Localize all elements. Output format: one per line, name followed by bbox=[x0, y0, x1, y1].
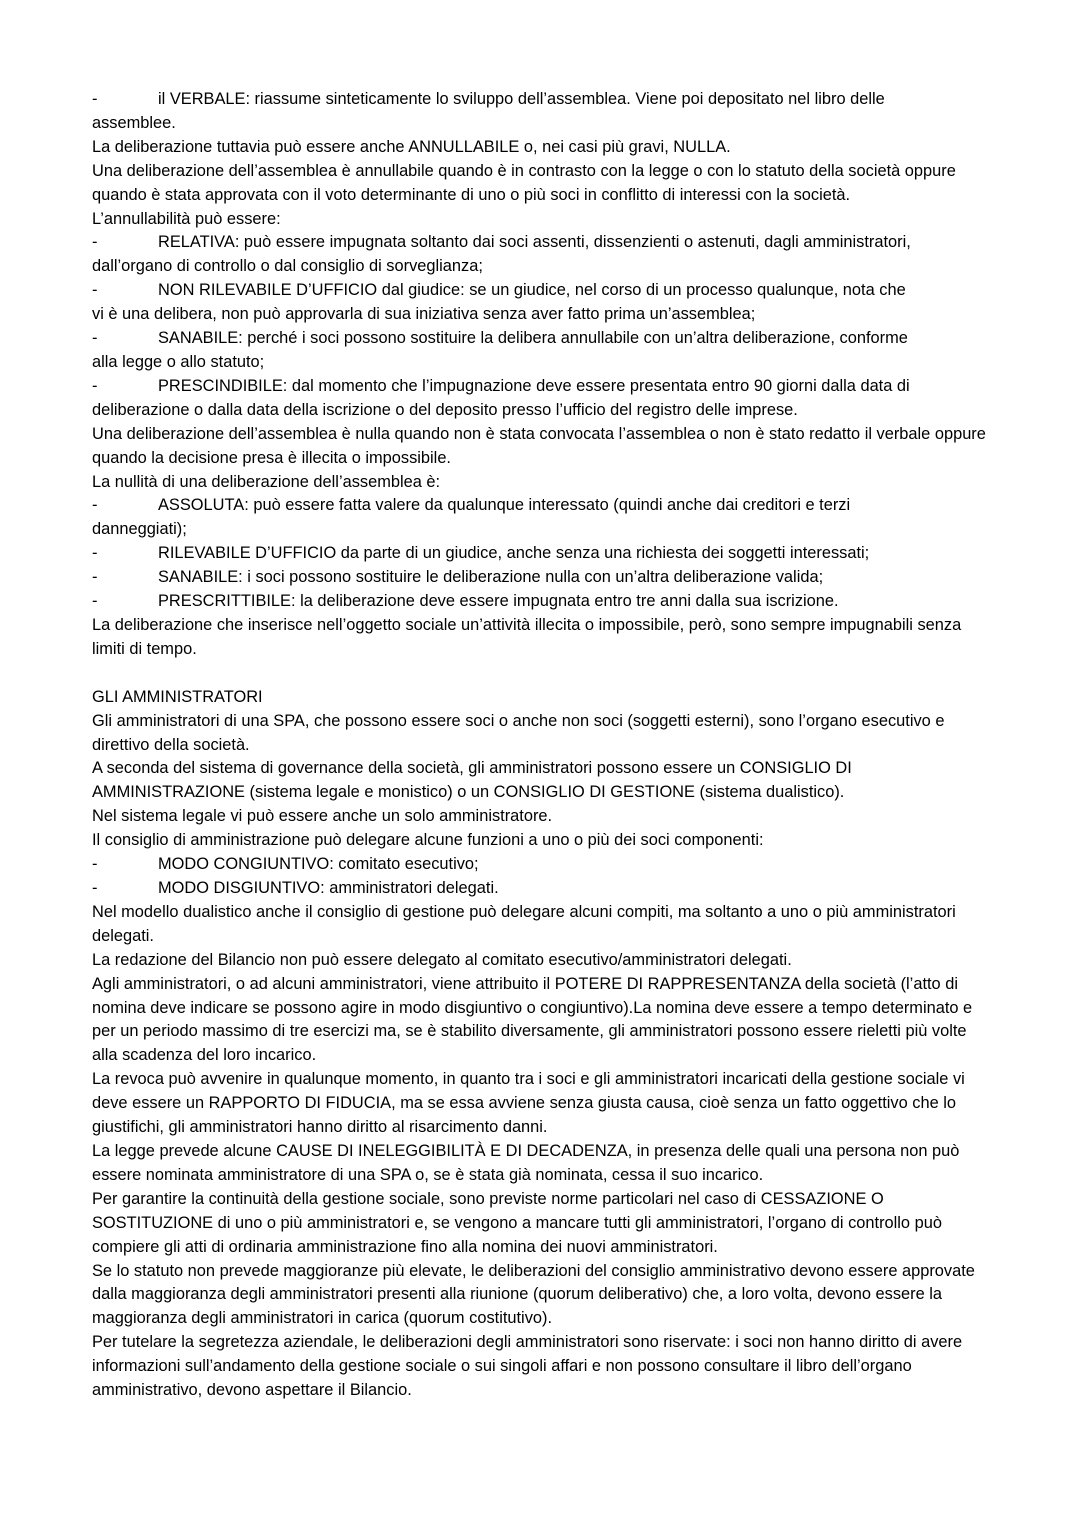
bullet-item bbox=[92, 853, 994, 877]
paragraph: La legge prevede alcune CAUSE DI INELEGGIBILITÀ E DI DECADENZA, in presenza delle quali una persona non può essere nominata amministratore di una SPA o, se è stata già nominata, cessa il suo incarico. bbox=[92, 1141, 960, 1184]
paragraph: Il consiglio di amministrazione può delegare alcune funzioni a uno o più dei soci componenti: bbox=[92, 831, 764, 850]
bullet-continuation: vi è una delibera, non può approvarla di sua iniziativa senza aver fatto prima un’assemblea; bbox=[92, 305, 756, 324]
paragraph: Per tutelare la segretezza aziendale, le deliberazioni degli amministratori sono riservate: i soci non hanno diritto di avere informazioni sull’andamento della gestione sociale o sui singoli affari e non possono consultare il libro dell’organo amministrativo, devono aspettare il Bilancio. bbox=[92, 1333, 963, 1400]
paragraph: La revoca può avvenire in qualunque momento, in quanto tra i soci e gli amministratori incaricati della gestione sociale vi deve essere un RAPPORTO DI FIDUCIA, ma se essa avviene senza giusta causa, cioè senza un fatto oggettivo che lo giustifichi, gli amministratori hanno diritto al risarcimento danni. bbox=[92, 1070, 965, 1137]
paragraph: La deliberazione che inserisce nell’oggetto sociale un’attività illecita o impossibile, però, sono sempre impugnabili senza limiti di tempo. bbox=[92, 615, 962, 658]
bullet-item bbox=[92, 88, 994, 136]
paragraph: Per garantire la continuità della gestione sociale, sono previste norme particolari nel caso di CESSAZIONE O SOSTITUZIONE di uno o più amministratori e, se vengono a mancare tutti gli amministratori, l’organo di controllo può compiere gli atti di ordinaria amministrazione fino alla nomina dei nuovi amministratori. bbox=[92, 1189, 942, 1256]
paragraph: Nel modello dualistico anche il consiglio di gestione può delegare alcuni compiti, ma soltanto a uno o più amministratori delegati. bbox=[92, 902, 956, 945]
paragraph: La nullità di una deliberazione dell’assemblea è: bbox=[92, 472, 441, 491]
bullet-text: il VERBALE: riassume sinteticamente lo sviluppo dell’assemblea. Viene poi depositato nel libro delle bbox=[158, 90, 885, 108]
bullet-item bbox=[92, 494, 994, 542]
bullet-text: MODO CONGIUNTIVO: comitato esecutivo; bbox=[158, 855, 479, 874]
bullet-text: MODO DISGIUNTIVO: amministratori delegati. bbox=[158, 879, 499, 897]
bullet-continuation: danneggiati); bbox=[92, 520, 187, 539]
paragraph: Se lo statuto non prevede maggioranze più elevate, le deliberazioni del consiglio amministrativo devono essere approvate dalla maggioranza degli amministratori presenti alla riunione (quorum deliberativo) che, a loro volta, devono essere la maggioranza degli amministratori in carica (quorum costitutivo). bbox=[92, 1261, 975, 1328]
bullet-text: SANABILE: perché i soci possono sostituire la delibera annullabile con un’altra deliberazione, conforme bbox=[158, 329, 908, 348]
bullet-text: PRESCRITTIBILE: la deliberazione deve essere impugnata entro tre anni dalla sua iscrizione. bbox=[158, 592, 839, 611]
bullet-text: PRESCINDIBILE: dal momento che l’impugnazione deve essere presentata entro 90 giorni dalla data di bbox=[158, 376, 910, 395]
bullet-item bbox=[92, 542, 994, 566]
section-heading: GLI AMMINISTRATORI bbox=[92, 687, 263, 706]
bullet-text: NON RILEVABILE D’UFFICIO dal giudice: se un giudice, nel corso di un processo qualunque, nota che bbox=[158, 281, 906, 300]
bullet-text: SANABILE: i soci possono sostituire le deliberazione nulla con un’altra deliberazione valida; bbox=[158, 568, 824, 587]
bullet-continuation: deliberazione o dalla data della iscrizione o del deposito presso l’ufficio del registro delle imprese. bbox=[92, 400, 798, 419]
paragraph: Nel sistema legale vi può essere anche un solo amministratore. bbox=[92, 807, 553, 826]
paragraph: L’annullabilità può essere: bbox=[92, 209, 281, 228]
paragraph: La deliberazione tuttavia può essere anche ANNULLABILE o, nei casi più gravi, NULLA. bbox=[92, 137, 731, 156]
bullet-item bbox=[92, 279, 994, 327]
bullet-item bbox=[92, 566, 994, 590]
bullet-text: RILEVABILE D’UFFICIO da parte di un giudice, anche senza una richiesta dei soggetti interessati; bbox=[158, 544, 870, 563]
paragraph-gap bbox=[92, 662, 994, 686]
paragraph: Agli amministratori, o ad alcuni amministratori, viene attribuito il POTERE DI RAPPRESENTANZA della società (l’atto di nomina deve indicare se possono agire in modo disgiuntivo o congiuntivo).La nomina deve essere a tempo determinato e per un periodo massimo di tre esercizi ma, se è stabilito diversamente, gli amministratori possono essere rieletti più volte alla scadenza del loro incarico. bbox=[92, 974, 973, 1065]
bullet-continuation: assemblee. bbox=[92, 113, 176, 132]
paragraph: Una deliberazione dell’assemblea è annullabile quando è in contrasto con la legge o con lo statuto della società oppure quando è stata approvata con il voto determinante di uno o più soci in conflitto di interessi con la società. bbox=[92, 161, 956, 204]
bullet-text: ASSOLUTA: può essere fatta valere da qualunque interessato (quindi anche dai creditori e terzi bbox=[158, 496, 851, 515]
bullet-item bbox=[92, 327, 994, 375]
paragraph: La redazione del Bilancio non può essere delegato al comitato esecutivo/amministratori delegati. bbox=[92, 950, 792, 969]
bullet-continuation: alla legge o allo statuto; bbox=[92, 352, 265, 371]
bullet-item bbox=[92, 877, 994, 901]
bullet-continuation: dall’organo di controllo o dal consiglio di sorveglianza; bbox=[92, 257, 483, 276]
paragraph: Una deliberazione dell’assemblea è nulla quando non è stata convocata l’assemblea o non è stato redatto il verbale oppure quando la decisione presa è illecita o impossibile. bbox=[92, 424, 986, 467]
bullet-item bbox=[92, 590, 994, 614]
bullet-text: RELATIVA: può essere impugnata soltanto dai soci assenti, dissenzienti o astenuti, dagli amministratori, bbox=[158, 233, 911, 252]
paragraph: A seconda del sistema di governance della società, gli amministratori possono essere un CONSIGLIO DI AMMINISTRAZIONE (sistema legale e monistico) o un CONSIGLIO DI GESTIONE (sistema dualistico). bbox=[92, 759, 852, 802]
document-page bbox=[92, 88, 994, 1403]
bullet-item bbox=[92, 231, 994, 279]
bullet-item bbox=[92, 375, 994, 423]
paragraph: Gli amministratori di una SPA, che possono essere soci o anche non soci (soggetti esterni), sono l’organo esecutivo e direttivo della società. bbox=[92, 711, 945, 754]
